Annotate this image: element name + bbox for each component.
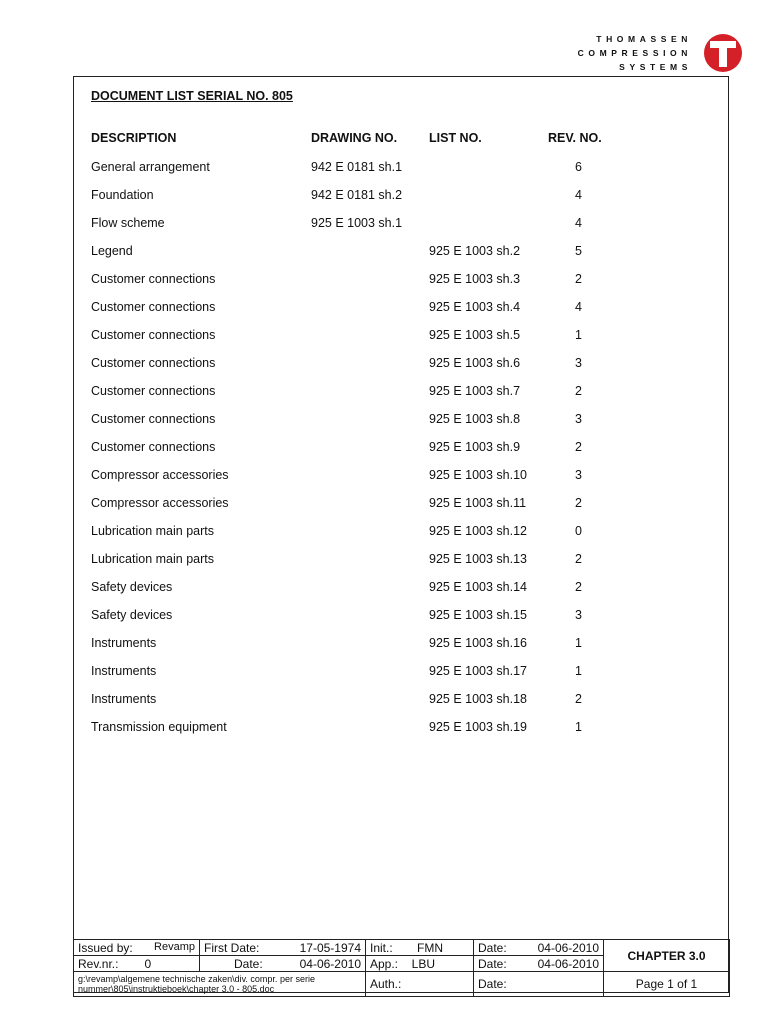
first-date-label: First Date:: [204, 940, 260, 955]
row-rev-no: 2: [575, 496, 582, 510]
table-row: [91, 406, 611, 434]
row-description: Instruments: [91, 636, 157, 650]
row-rev-no: 2: [575, 580, 582, 594]
row-description: Safety devices: [91, 608, 173, 622]
first-date-value: 17-05-1974: [299, 940, 361, 955]
date-label: Date:: [478, 956, 507, 971]
table-row: [91, 434, 611, 462]
row-list-no: 925 E 1003 sh.17: [429, 664, 527, 678]
row-rev-no: 3: [575, 608, 582, 622]
row-list-no: 925 E 1003 sh.15: [429, 608, 527, 622]
row-rev-no: 4: [575, 216, 582, 230]
date-label: Date:: [478, 940, 507, 955]
table-row: [91, 490, 611, 518]
row-list-no: 925 E 1003 sh.8: [429, 412, 521, 426]
row-rev-no: 6: [575, 160, 582, 174]
rev-nr-label: Rev.nr.:: [78, 956, 119, 971]
company-name: [578, 32, 692, 74]
row-rev-no: 4: [575, 188, 582, 202]
rev-date-label: Date:: [234, 956, 263, 971]
row-list-no: 925 E 1003 sh.16: [429, 636, 527, 650]
auth-cell: [366, 972, 474, 997]
table-row: [91, 518, 611, 546]
auth-label: Auth.:: [370, 977, 402, 991]
row-rev-no: 2: [575, 692, 582, 706]
table-row: [91, 658, 611, 686]
table-row: [91, 322, 611, 350]
rev-date-value: 04-06-2010: [299, 956, 361, 971]
table-row: [91, 378, 611, 406]
row-description: General arrangement: [91, 160, 210, 174]
date-cell-1: [474, 940, 604, 956]
column-header-list-no: LIST NO.: [429, 131, 482, 145]
app-cell: [366, 956, 474, 972]
issued-by-value: Revamp: [154, 940, 195, 953]
row-description: Customer connections: [91, 300, 216, 314]
row-rev-no: 3: [575, 412, 582, 426]
row-drawing-no: 942 E 0181 sh.2: [311, 188, 403, 202]
table-row: [91, 546, 611, 574]
row-description: Lubrication main parts: [91, 552, 214, 566]
table-row: [91, 266, 611, 294]
date-cell-2: [474, 956, 604, 972]
row-list-no: 925 E 1003 sh.10: [429, 468, 527, 482]
row-rev-no: 3: [575, 468, 582, 482]
row-description: Safety devices: [91, 580, 173, 594]
row-description: Customer connections: [91, 384, 216, 398]
table-row: [91, 630, 611, 658]
row-description: Legend: [91, 244, 133, 258]
chapter-label: CHAPTER 3.0: [604, 940, 730, 972]
rev-nr-cell: [74, 956, 200, 972]
document-title: DOCUMENT LIST SERIAL NO. 805: [91, 89, 293, 103]
row-description: Customer connections: [91, 356, 216, 370]
file-path: g:\revamp\algemene technische zaken\div. compr. per serie nummer\805\instruktieboek\chapter 3.0 - 805.doc: [74, 972, 366, 997]
row-description: Customer connections: [91, 272, 216, 286]
row-rev-no: 2: [575, 272, 582, 286]
table-row: [91, 602, 611, 630]
company-logo-icon: [703, 33, 743, 73]
row-rev-no: 4: [575, 300, 582, 314]
row-description: Compressor accessories: [91, 468, 229, 482]
row-list-no: 925 E 1003 sh.13: [429, 552, 527, 566]
date-cell-3: [474, 972, 604, 997]
init-cell: [366, 940, 474, 956]
row-rev-no: 2: [575, 552, 582, 566]
init-value: FMN: [417, 940, 443, 955]
table-row: [91, 350, 611, 378]
row-rev-no: 5: [575, 244, 582, 258]
row-list-no: 925 E 1003 sh.2: [429, 244, 521, 258]
first-date-cell: [200, 940, 366, 956]
row-description: Flow scheme: [91, 216, 165, 230]
issued-by-cell: [74, 940, 200, 956]
table-row: [91, 574, 611, 602]
table-row: [91, 238, 611, 266]
row-description: Foundation: [91, 188, 154, 202]
row-rev-no: 1: [575, 328, 582, 342]
date-value: 04-06-2010: [537, 940, 599, 955]
row-description: Lubrication main parts: [91, 524, 214, 538]
rev-nr-value: 0: [144, 956, 152, 971]
row-list-no: 925 E 1003 sh.11: [429, 496, 527, 510]
column-header-rev-no: REV. NO.: [548, 131, 602, 145]
app-value: LBU: [411, 956, 435, 971]
table-row: [91, 714, 611, 742]
row-description: Customer connections: [91, 412, 216, 426]
row-list-no: 925 E 1003 sh.19: [429, 720, 527, 734]
page-number: Page 1 of 1: [604, 972, 730, 997]
init-label: Init.:: [370, 940, 393, 955]
row-list-no: 925 E 1003 sh.18: [429, 692, 527, 706]
row-list-no: 925 E 1003 sh.5: [429, 328, 521, 342]
row-list-no: 925 E 1003 sh.3: [429, 272, 521, 286]
row-rev-no: 1: [575, 664, 582, 678]
row-drawing-no: 942 E 0181 sh.1: [311, 160, 403, 174]
row-drawing-no: 925 E 1003 sh.1: [311, 216, 403, 230]
row-rev-no: 1: [575, 636, 582, 650]
company-name-line: SYSTEMS: [619, 62, 692, 72]
table-row: [91, 294, 611, 322]
company-name-line: THOMASSEN: [596, 34, 692, 44]
row-description: Compressor accessories: [91, 496, 229, 510]
row-rev-no: 3: [575, 356, 582, 370]
row-description: Instruments: [91, 692, 157, 706]
issued-by-label: Issued by:: [78, 940, 133, 955]
date-value: 04-06-2010: [537, 956, 599, 971]
row-rev-no: 1: [575, 720, 582, 734]
row-list-no: 925 E 1003 sh.9: [429, 440, 521, 454]
row-rev-no: 2: [575, 384, 582, 398]
row-list-no: 925 E 1003 sh.14: [429, 580, 527, 594]
row-description: Customer connections: [91, 328, 216, 342]
row-list-no: 925 E 1003 sh.7: [429, 384, 521, 398]
row-description: Instruments: [91, 664, 157, 678]
row-list-no: 925 E 1003 sh.4: [429, 300, 521, 314]
row-list-no: 925 E 1003 sh.6: [429, 356, 521, 370]
column-header-drawing-no: DRAWING NO.: [311, 131, 398, 145]
row-rev-no: 0: [575, 524, 582, 538]
table-row: [91, 182, 611, 210]
row-description: Transmission equipment: [91, 720, 227, 734]
document-list: [91, 154, 611, 742]
company-name-line: COMPRESSION: [577, 48, 692, 58]
table-row: [91, 154, 611, 182]
column-header-description: DESCRIPTION: [91, 131, 177, 145]
row-rev-no: 2: [575, 440, 582, 454]
row-description: Customer connections: [91, 440, 216, 454]
table-row: [91, 462, 611, 490]
rev-date-cell: [200, 956, 366, 972]
table-row: [91, 210, 611, 238]
date-label: Date:: [478, 977, 507, 991]
row-list-no: 925 E 1003 sh.12: [429, 524, 527, 538]
title-block: [73, 939, 730, 997]
table-row: [91, 686, 611, 714]
app-label: App.:: [370, 956, 399, 971]
